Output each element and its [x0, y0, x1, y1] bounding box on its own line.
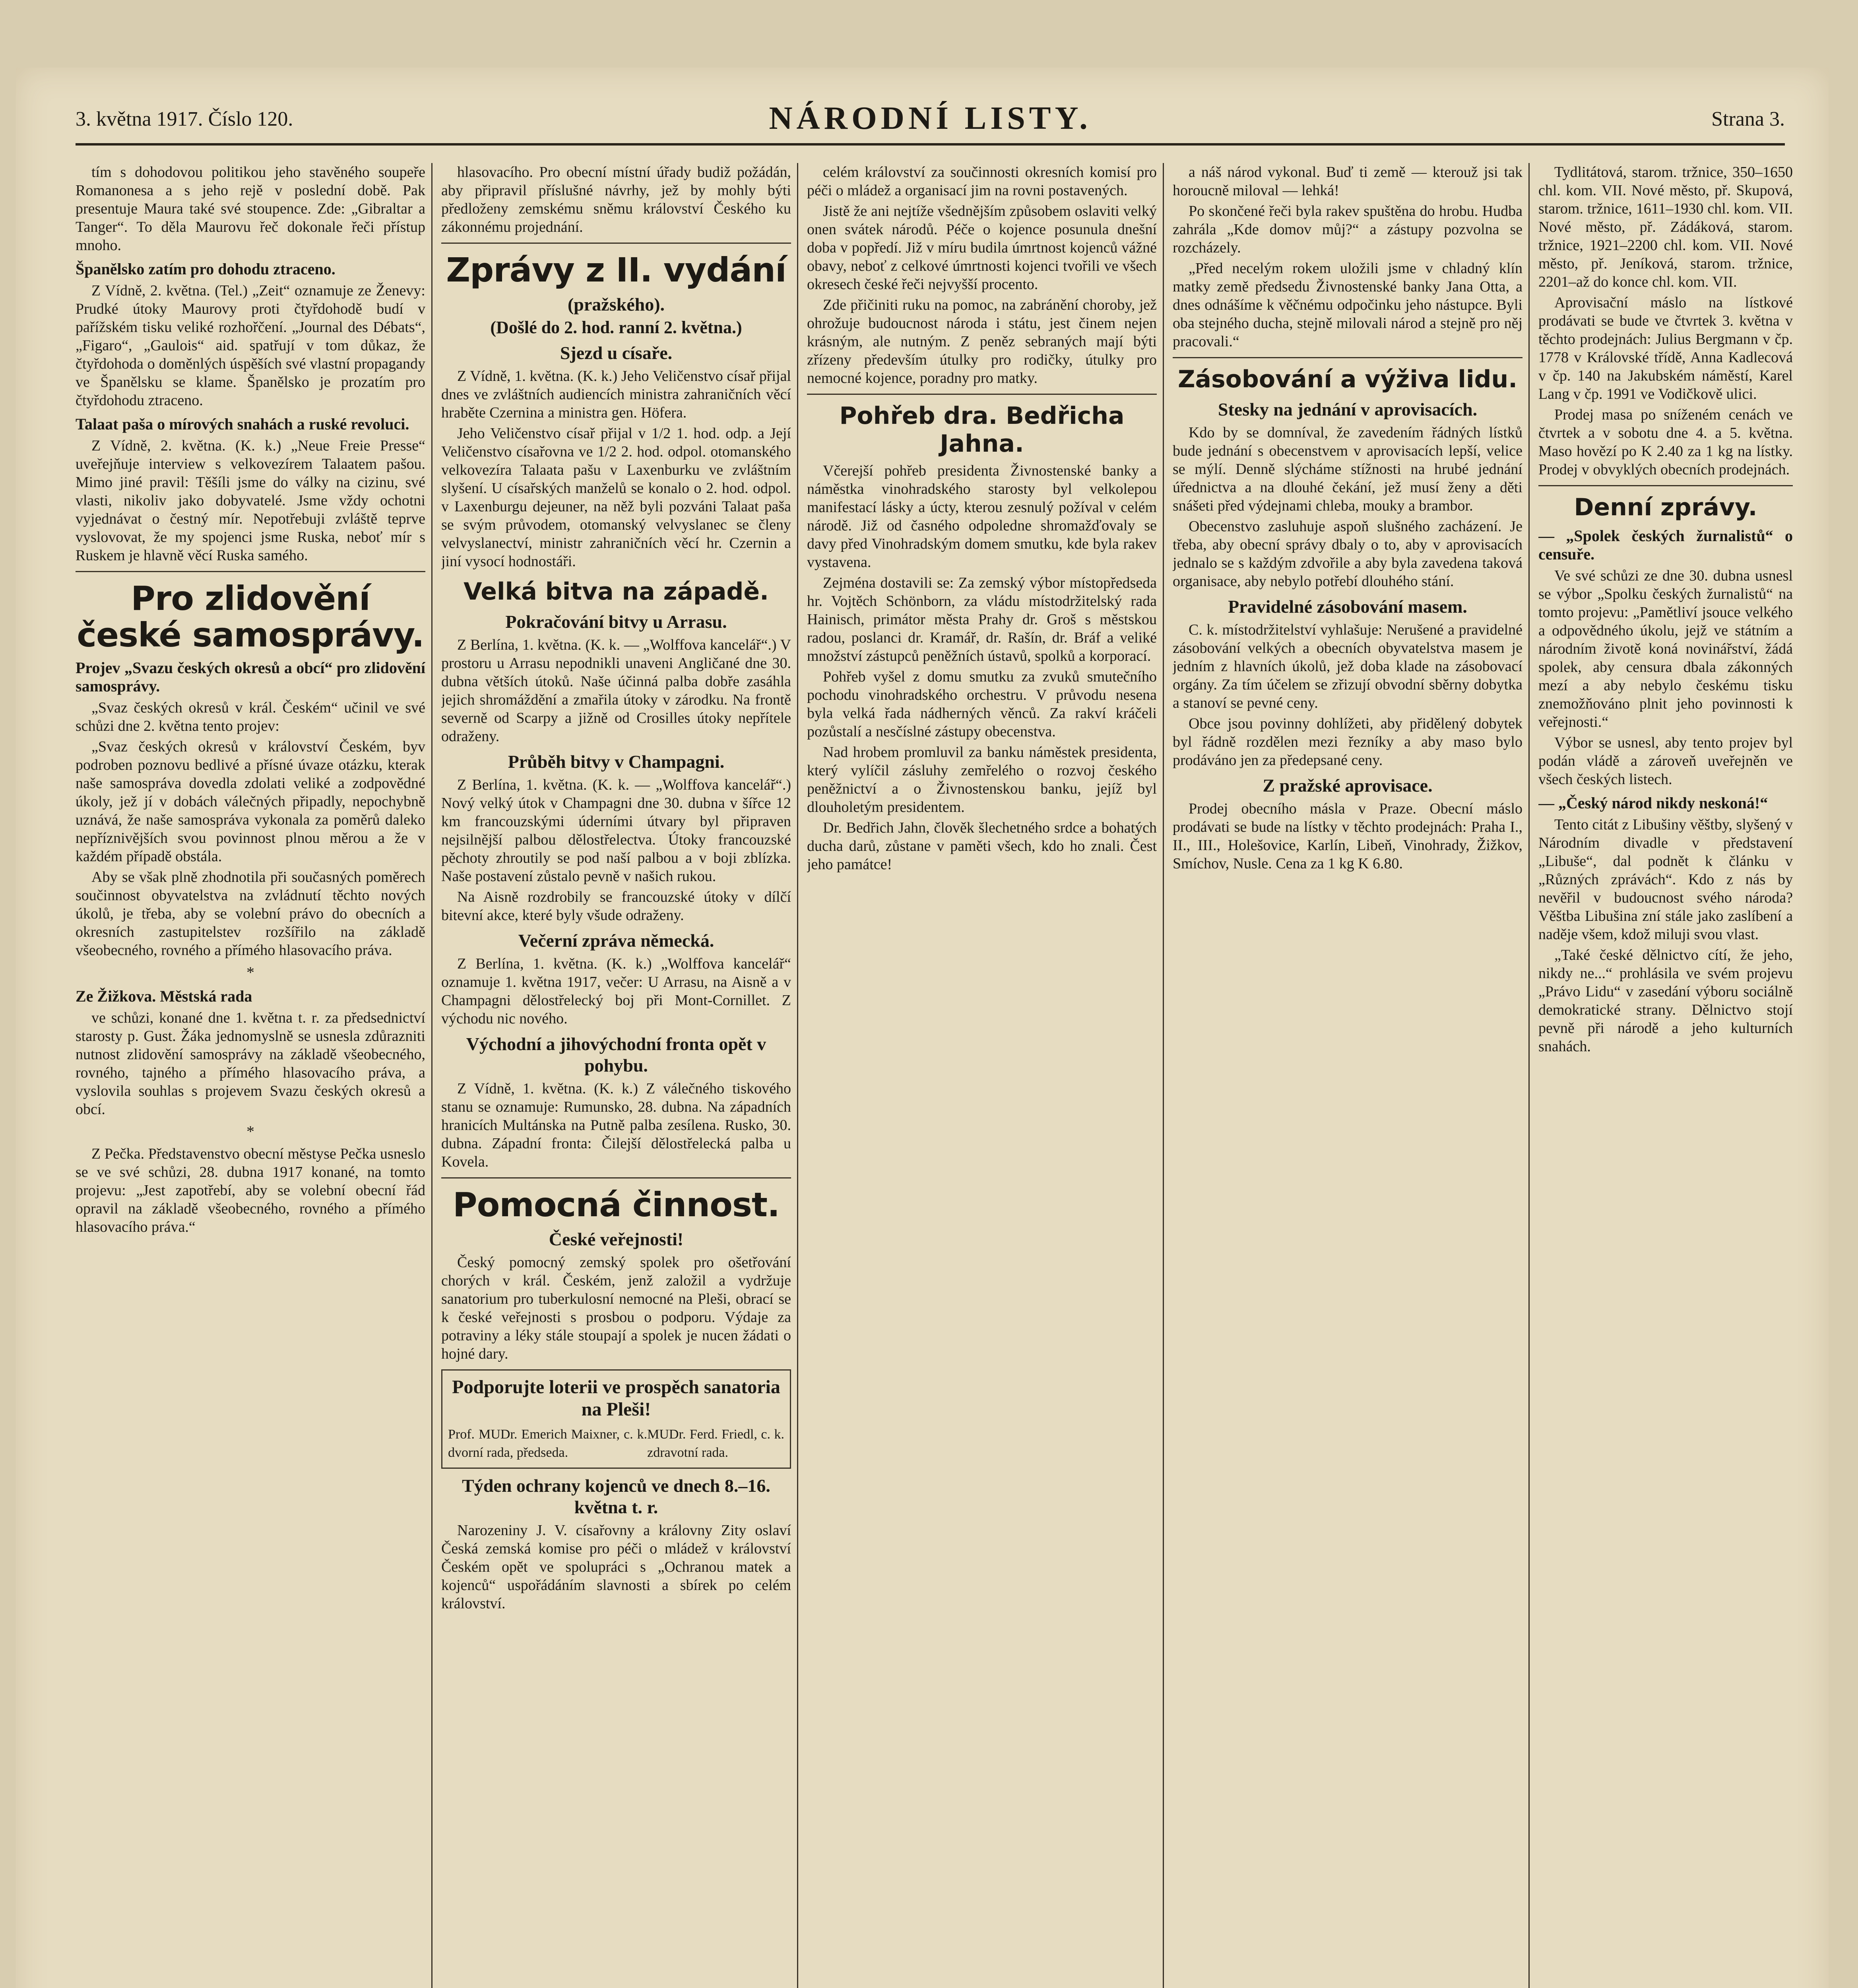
article-paragraph: Zde přičiniti ruku na pomoc, na zabránění choroby, jež ohrožuje budoucnost národa i státu, jest činem nejen krásným, ale nutným. Z peněz sebraných mají býti zřízeny především útulky pro rodičky, útulky pro nemocné kojence, poradny pro matky.	[807, 297, 1157, 386]
article-heading: Průběh bitvy v Champagni.	[508, 751, 725, 772]
headline: Denní zprávy.	[1574, 493, 1757, 521]
notice-box	[441, 1369, 791, 1469]
article-paragraph: Prodej obecního másla v Praze. Obecní máslo prodávati se bude na lístky v těchto prodejnách: Praha I., II., III., Holešovice, Karlín, Libeň, Vinohrady, Žižkov, Smíchov, Nusle. Cena za 1 kg K 6.80.	[1173, 800, 1522, 872]
article-paragraph: hlasovacího. Pro obecní místní úřady budiž požádán, aby připravil příslušné návrhy, jež by mohly býti předloženy zemskému sněmu království Českého ku zákonnému projednání.	[441, 164, 791, 235]
separator: *	[246, 1122, 254, 1140]
headline: Zprávy z II. vydání	[446, 250, 786, 289]
article-heading: Východní a jihovýchodní fronta opět v pohybu.	[466, 1034, 766, 1076]
article-paragraph: Výbor se usnesl, aby tento projev byl podán vládě a zároveň uveřejněn ve všech českých listech.	[1538, 734, 1793, 788]
article-heading: — „Spolek českých žurnalistů“ o censuře.	[1538, 527, 1793, 563]
headline: Pohřeb dra. Bedřicha Jahna.	[839, 402, 1125, 458]
article-heading: Ze Žižkova. Městská rada	[76, 987, 252, 1005]
article-heading: Talaat paša o mírových snahách a ruské revoluci.	[76, 415, 409, 433]
article-paragraph: Nad hrobem promluvil za banku náměstek presidenta, který vylíčil zásluhy zemřelého o rozvoj českého peněžnictví a o Živnostenskou banku, jejíž byl dlouholetým presidentem.	[807, 744, 1157, 815]
article-paragraph: Z Vídně, 2. května. (Tel.) „Zeit“ oznamuje ze Ženevy: Prudké útoky Maurovy proti čtyřdohodě budí v pařížském tisku veliké rozhořčení. „Journal des Débats“, „Figaro“, „Gaulois“ aid. spatřují v tom důkaz, že čtyřdohoda o doměnlých úspěších své vlastní propagandy ve Španělsku se klame. Španělsko je prozatím pro čtyřdohodu ztraceno.	[76, 282, 425, 409]
article-paragraph: Z Berlína, 1. května. (K. k. — „Wolffova kancelář“.) Nový velký útok v Champagni dne 30. dubna v šířce 12 km francouzskými úderními útvary byl připraven nejsilnější palbou dělostřelectva. Útoky francouzské pěchoty zhroutily se pod naší palbou a v boji zblízka. Naše postavení zůstalo pevně v našich rukou.	[441, 777, 791, 885]
article-paragraph: Ve své schůzi ze dne 30. dubna usnesl se výbor „Spolku českých žurnalistů“ na tomto projevu: „Pamětliví jsouce velkého a odpovědného úkolu, jejž ve státním a národním životě koná novinářství, žádá spolek, aby censura dbala zákonných mezí a aby nebylo českému tisku znemožňováno plnit jeho povinnosti k veřejnosti.“	[1538, 567, 1793, 730]
article-paragraph: Tento citát z Libušiny věštby, slyšený v Národním divadle v představení „Libuše“, dal podnět k článku v „Různých zprávách“. Kdo z nás by nevěřil v budoucnost svého národa? Věštba Libušina zní stále jako zaslíbení a naděje všem, kdož miluji svou vlast.	[1538, 816, 1793, 943]
article-paragraph: Na Aisně rozdrobily se francouzské útoky v dílčí bitevní akce, které byly všude odraženy.	[441, 889, 791, 924]
article-paragraph: Jeho Veličenstvo císař přijal v 1/2 1. hod. odp. a Její Veličenstvo císařovna ve 1/2 2. hod. odpol. otomanského velkovezíra Talaata pašu v Laxenburku ve zvláštním slyšení. U císařských manželů se konalo o 2. hod. odpol. v Laxenburgu dejeuner, na něž byli pozváni Talaat paša se svým průvodem, otomanský velvyslanec se členy velvyslanectví, ministr zahraničních věcí hr. Czernin a jiní vysocí hodnostáři.	[441, 425, 791, 570]
article-paragraph: Z Berlína, 1. května. (K. k. — „Wolffova kancelář“.) V prostoru u Arrasu nepodnikli unaveni Angličané dne 30. dubna větších útoků. Naše účinná palba dobře zasáhla jejich shromáždění a zmařila útoky v zárodku. Na frontě severně od Scarpy a jižně od Crosilles útoky nepřítele odraženy.	[441, 637, 791, 745]
column-divider	[797, 163, 798, 1988]
newspaper-title: NÁRODNÍ LISTY.	[769, 100, 1092, 136]
issue-date: 3. května 1917. Číslo 120.	[76, 108, 293, 130]
article-paragraph: Zejména dostavili se: Za zemský výbor místopředseda hr. Vojtěch Schönborn, za vládu místodržitelský rada Hainisch, primátor města Prahy dr. Groš s městskou radou, poslanci dr. Kramář, dr. Rašín, dr. Bráf a veliké množství zástupců peněžních ústavů, spolků a korporací.	[807, 575, 1157, 664]
article-heading: České veřejnosti!	[549, 1229, 684, 1249]
article-paragraph: ve schůzi, konané dne 1. května t. r. za předsednictví starosty p. Gust. Žáka jednomyslně se usnesla zdůrazniti nutnost zlidovění samosprávy na základě všeobecného, rovného, tajného a přímého hlasovacího práva, a vyslovila souhlas s projevem Svazu českých okresů a obcí.	[76, 1010, 425, 1118]
article-paragraph: Z Vídně, 1. května. (K. k.) Jeho Veličenstvo císař přijal dnes ve zvláštních audiencích ministra zahraničních věcí hraběte Czernina a ministra gen. Höfera.	[441, 368, 791, 421]
article-paragraph: Kdo by se domníval, že zavedením řádných lístků bude jednání s obecenstvem v aprovisacích lepší, velice se mýlí. Denně slýcháme stížnosti na hrubé jednání úřednictva a na dlouhé čekání, jež musí ženy a děti snášeti před výdejnami chleba, mouky a brambor.	[1173, 424, 1522, 514]
article-paragraph: tím s dohodovou politikou jeho stavěného soupeře Romanonesa a s jeho rejě v poslední době. Pak presentuje Maura také své stoupence. Zde: „Gibraltar a Tanger“. To děla Maurovu řeč dokonale řeči přístup mnoho.	[76, 164, 425, 254]
dateline: (Došlé do 2. hod. ranní 2. května.)	[490, 318, 742, 337]
masthead	[76, 99, 1785, 146]
article-heading: Stesky na jednání v aprovisacích.	[1218, 399, 1478, 419]
column-3	[807, 163, 1157, 1988]
article-paragraph: Z Pečka. Představenstvo obecní městyse Pečka usneslo se ve své schůzi, 28. dubna 1917 konané, na tomto projevu: „Jest zapotřebí, aby se volební obecní řád opravil na základě všeobecného, rovného a přímého hlasovacího práva.“	[76, 1145, 425, 1235]
divider	[1538, 485, 1793, 486]
page-number: Strana 3.	[1711, 108, 1785, 130]
article-paragraph: Pohřeb vyšel z domu smutku za zvuků smutečního pochodu vinohradského orchestru. V průvodu nesena byla velká řada nádherných věnců. Za rakví kráčeli pozůstalí a nesčíslné zástupy obecenstva.	[807, 668, 1157, 740]
article-paragraph: Obce jsou povinny dohlížeti, aby přidělený dobytek byl řádně rozdělen mezi řezníky a aby maso bylo prodáváno jen za předepsané ceny.	[1173, 715, 1522, 769]
article-heading: Týden ochrany kojenců ve dnech 8.–16. května t. r.	[462, 1475, 770, 1517]
column-5	[1538, 163, 1793, 1988]
article-paragraph: Z Vídně, 2. května. (K. k.) „Neue Freie Presse“ uveřejňuje interview s velkovezírem Talaatem pašou. Mimo jiné pravil: Těšíli jsme do války na cizinu, své vlasti, nikoliv jako dobyvatelé. Jsme vždy ochotni vyjednávat o čestný mír. Nepotřebuji zvláště teprve vyslovovat, že my spojenci jsme Ruska, neboť mír s Ruskem je hlavně věcí Ruska samého.	[76, 437, 425, 564]
column-2	[441, 163, 791, 1988]
article-paragraph: Z Berlína, 1. května. (K. k.) „Wolffova kancelář“ oznamuje 1. května 1917, večer: U Arrasu, na Aisně a v Champagni dělostřelecký boj při Mont-Cornillet. Z východu nic nového.	[441, 955, 791, 1027]
column-divider	[431, 163, 432, 1988]
article-paragraph: Jistě že ani nejtíže všednějším způsobem oslaviti velký onen svátek národů. Péče o kojence posunula dnešní doba v popředí. Již v míru budila úmrtnost kojenců vážné obavy, neboť z celkové úmrtnosti kojenci tvořili ve všech okresech české řeči nejvyšší procento.	[807, 203, 1157, 293]
column-1	[76, 163, 425, 1988]
column-divider	[1163, 163, 1164, 1988]
divider	[807, 394, 1157, 395]
article-paragraph: Český pomocný zemský spolek pro ošetřování chorých v král. Českém, jenž založil a vydržuje sanatorium pro tuberkulosní nemocné na Pleši, obrací se k české veřejnosti s prosbou o podporu. Výdaje za potraviny a léky stále stoupají a spolek je nucen žádati o hojné dary.	[441, 1254, 791, 1362]
article-paragraph: „Svaz českých okresů v král. Českém“ učinil ve své schůzi dne 2. května tento projev:	[76, 699, 425, 734]
article-paragraph: Prodej masa po sníženém cenách ve čtvrtek a v sobotu dne 4. a 5. května. Maso hovězí po K 2.40 za 1 kg na lístky. Prodej v obvyklých obecních prodejnách.	[1538, 406, 1793, 478]
divider	[441, 1177, 791, 1178]
headline: Zásobování a výživa lidu.	[1177, 365, 1518, 393]
headline: Pro zlidovění české samosprávy.	[77, 579, 424, 654]
signature-left: Prof. MUDr. Emerich Maixner, c. k. dvorní rada, předseda.	[448, 1427, 648, 1460]
article-paragraph: Aby se však plně zhodnotila při současných poměrech součinnost obyvatelstva na zvládnutí těchto nových úkolů, je třeba, aby se volební právo do obecních a okresních zastupitelstev rozšířilo na základě všeobecného, rovného a přímého hlasovacího práva.	[76, 869, 425, 959]
article-paragraph: Tydlitátová, starom. tržnice, 350–1650 chl. kom. VII. Nové město, př. Skupová, starom. tržnice, 1611–1930 chl. kom. VII. Nové město, př. Zádáková, starom. tržnice, 1921–2200 chl. kom. VII. Nové město, př. Jeníková, starom. tržnice, 2201–až do konce chl. kom. VII.	[1538, 164, 1793, 290]
column-divider	[1528, 163, 1530, 1988]
article-heading: Pokračování bitvy u Arrasu.	[505, 612, 727, 632]
article-paragraph: „Svaz českých okresů v království Českém, byv podroben poznovu bedlivé a přísné úvaze otázku, kterak naše samospráva dovedla zdolati veliké a zodpovědné úkoly, jež jí v dobách válečných připadly, nepochybně uznává, že naše samospráva vykonala za poměrů daleko nepříznivějších svou povinnost plnou měrou a že v každém případě obstála.	[76, 738, 425, 865]
article-paragraph: Z Vídně, 1. května. (K. k.) Z válečného tiskového stanu se oznamuje: Rumunsko, 28. dubna. Na západních hranicích Multánska na Putně palba zesílena. Rusko, 30. dubna. Západní fronta: Čilejší dělostřelecká palba u Kovela.	[441, 1080, 791, 1170]
article-paragraph: C. k. místodržitelství vyhlašuje: Nerušené a pravidelné zásobování velkých a obecních obyvatelstva masem je jedním z hlavních úkolů, jež doba klade na zásobovací orgány. Za tím účelem se zřizují obvodní sběrny dobytka a stanoví se pevné ceny.	[1173, 621, 1522, 711]
article-paragraph: „Před necelým rokem uložili jsme v chladný klín matky země předsedu Živnostenské banky Jana Otta, a dnes odnášíme k věčnému odpočinku jeho nástupce. Byli oba stejného ducha, stejně milovali národ a stejně pro něj pracovali.“	[1173, 260, 1522, 350]
divider	[76, 571, 425, 572]
article-paragraph: „Také české dělnictvo cítí, že jeho, nikdy ne...“ prohlásila ve svém projevu „Právo Lidu“ v zasedání výboru sociálně demokratické strany. Dělnictvo stojí pevně při národě a jeho kulturních snahách.	[1538, 947, 1793, 1055]
article-heading: Sjezd u císaře.	[560, 343, 673, 363]
separator: *	[246, 963, 254, 981]
article-paragraph: a náš národ vykonal. Buď ti země — kterouž jsi tak horoucně miloval — lehká!	[1173, 164, 1522, 199]
article-heading: Španělsko zatím pro dohodu ztraceno.	[76, 260, 336, 278]
article-paragraph: Aprovisační máslo na lístkové prodávati se bude ve čtvrtek 3. května v těchto prodejnách: Julius Bergmann v čp. 1778 v Královské třídě, Anna Kadlecová v čp. 140 na Jakubském náměstí, Karel Lang v čp. 1991 ve Vodičkově ulici.	[1538, 294, 1793, 402]
newspaper-page	[16, 68, 1829, 1988]
article-paragraph: Po skončené řeči byla rakev spuštěna do hrobu. Hudba zahrála „Kde domov můj?“ a zástupy pozvolna se rozcházely.	[1173, 203, 1522, 256]
article-heading: Pravidelné zásobování masem.	[1228, 596, 1467, 617]
article-heading: Z pražské aprovisace.	[1263, 775, 1433, 796]
article-paragraph: Dr. Bedřich Jahn, člověk šlechetného srdce a bohatých ducha darů, zůstane v paměti všech, kdo ho znali. Čest jeho památce!	[807, 819, 1157, 873]
column-4	[1173, 163, 1522, 1988]
article-heading: — „Český národ nikdy neskoná!“	[1538, 794, 1768, 812]
divider	[441, 243, 791, 244]
article-paragraph: Včerejší pohřeb presidenta Živnostenské banky a náměstka vinohradského starosty byl velkolepou manifestací lásky a úcty, kterou zesnulý požíval v celém národě. Již od časného odpoledne shromažďovaly se davy před Vinohradským domem smutku, kde byla rakev vystavena.	[807, 462, 1157, 571]
signatures	[448, 1425, 784, 1462]
article-paragraph: celém království za součinnosti okresních komisí pro péči o mládež a organisací jim na rovni postavených.	[807, 164, 1157, 199]
headline: Pomocná činnost.	[453, 1185, 780, 1224]
signature-right: MUDr. Ferd. Friedl, c. k. zdravotní rada.	[647, 1427, 784, 1460]
headline: Velká bitva na západě.	[464, 578, 769, 606]
article-paragraph: Obecenstvo zasluhuje aspoň slušného zacházení. Je třeba, aby obecní správy dbaly o to, aby v aprovisacích jednalo se s každým zdvořile a aby byla zavedena taková organisace, aby nebylo potřebí dlouhého stání.	[1173, 518, 1522, 590]
article-heading: Projev „Svazu českých okresů a obcí“ pro zlidovění samosprávy.	[76, 659, 425, 695]
headline-sub: (pražského).	[567, 294, 665, 315]
divider	[1173, 357, 1522, 358]
notice-title: Podporujte loterii ve prospěch sanatoria na Pleši!	[452, 1376, 780, 1420]
article-heading: Večerní zpráva německá.	[518, 930, 714, 951]
article-paragraph: Narozeniny J. V. císařovny a královny Zity oslaví Česká zemská komise pro péči o mládež v království Českém opět ve spolupráci s „Ochranou matek a kojenců“ uspořádáním slavnosti a sbírek po celém království.	[441, 1522, 791, 1612]
